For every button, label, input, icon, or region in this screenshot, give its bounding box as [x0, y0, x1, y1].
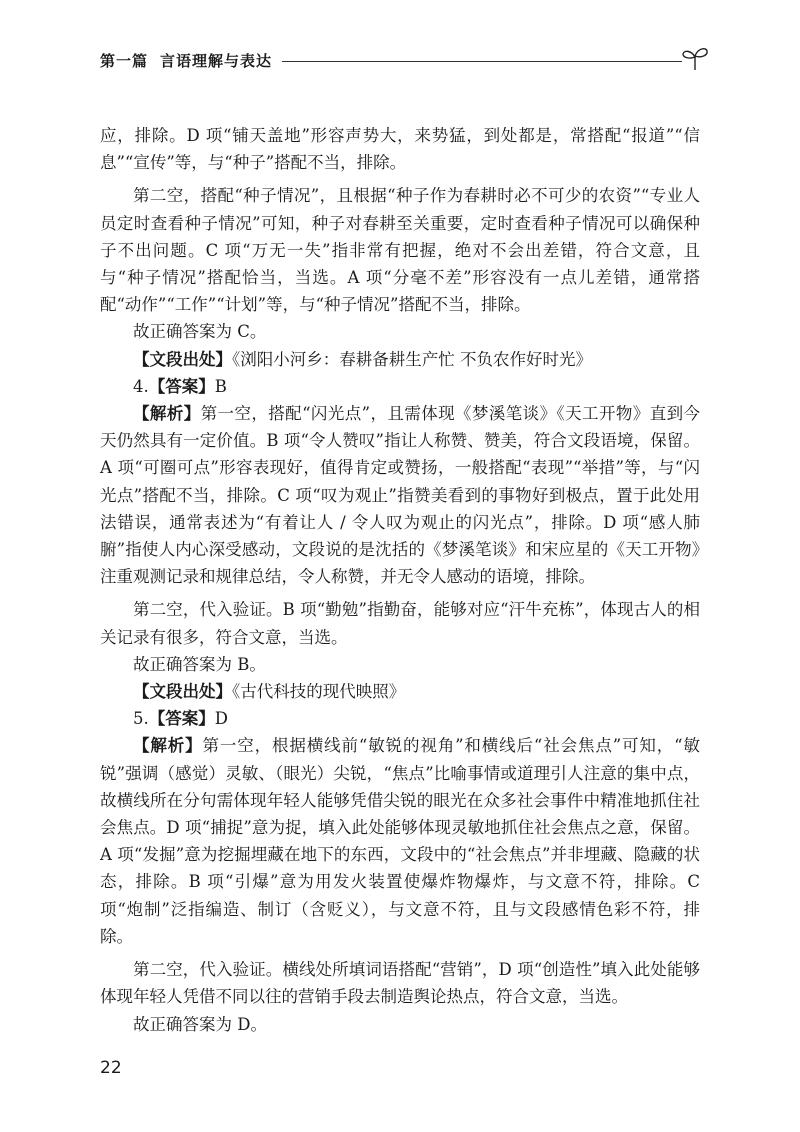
- paragraph: 第二空，代入验证。B 项“勤勉”指勤奋，能够对应“汗牛充栋”，体现古人的相关记录有很多，符合文意，当选。: [100, 600, 700, 647]
- source-line: [100, 678, 700, 705]
- header-section-title: 言语理解与表达: [160, 52, 273, 70]
- page-body: [100, 122, 700, 1038]
- source-label: 【文段出处】: [133, 682, 232, 702]
- source-line: [100, 346, 700, 373]
- paragraph: 故正确答案为 D。: [133, 1014, 267, 1034]
- source-title: 《古代科技的现代映照》: [232, 682, 406, 702]
- analysis-text: 第一空，根据横线前“敏锐的视角”和横线后“社会焦点”可知，“敏锐”强调（感觉）灵敏、（眼光）尖锐，“焦点”比喻事情或道理引人注意的集中点，故横线所在分句需体现年轻人能够凭借尖锐的眼光在众多社会事件中精准地抓住社会焦点。D 项“捕捉”意为捉，填入此处能够体现灵敏地抓住社会焦点之意，保留。A 项“发掘”意为挖掘埋藏在地下的东西，文段中的“社会焦点”并非埋藏、隐藏的状态，排除。B 项“引爆”意为用发火装置使爆炸物爆炸，与文意不符，排除。C 项“炮制”泛指编造、制订（含贬义），与文意不符，且与文段感情色彩不符，排除。: [100, 736, 700, 946]
- answer-line: [100, 373, 700, 400]
- paragraph: 故正确答案为 B。: [133, 654, 266, 674]
- page-number: 22: [100, 1058, 122, 1078]
- running-header: [100, 44, 710, 74]
- paragraph: 故正确答案为 C。: [133, 322, 267, 342]
- paragraph: 第二空，搭配“种子情况”，且根据“种子作为春耕时必不可少的农资”“专业人员定时查看种子情况”可知，种子对春耕至关重要，定时查看种子情况可以确保种子不出问题。C 项“万无一失”指非常有把握，绝对不会出差错，符合文意，且与“种子情况”搭配恰当，当选。A 项“分毫不差”形容没有一点儿差错，通常搭配“动作”“工作”“计划”等，与“种子情况”搭配不当，排除。: [100, 186, 700, 315]
- answer-value: B: [214, 376, 227, 396]
- header-rule: [282, 61, 682, 62]
- answer-label: 【答案】: [148, 376, 215, 396]
- answer-label: 【答案】: [148, 709, 215, 729]
- analysis-paragraph: [100, 732, 700, 950]
- analysis-text: 第一空，搭配“闪光点”，且需体现《梦溪笔谈》《天工开物》直到今天仍然具有一定价值。B 项“令人赞叹”指让人称赞、赞美，符合文段语境，保留。A 项“可圈可点”形容表现好，值得肯定或赞扬，一般搭配“表现”“举措”等，与“闪光点”搭配不当，排除。C 项“叹为观止”指赞美看到的事物好到极点，置于此处用法错误，通常表述为“有着让人 / 令人叹为观止的闪光点”，排除。D 项“感人肺腑”指使人内心深受感动，文段说的是沈括的《梦溪笔谈》和宋应星的《天工开物》注重观测记录和规律总结，令人称赞，并无令人感动的语境，排除。: [100, 404, 701, 587]
- question-number: 5.: [133, 709, 149, 729]
- header-part: 第一篇: [100, 52, 149, 70]
- source-label: 【文段出处】: [133, 349, 232, 369]
- sprout-icon: [680, 44, 710, 72]
- analysis-paragraph: [100, 400, 700, 590]
- answer-line: [100, 705, 700, 732]
- source-title: 《浏阳小河乡：春耕备耕生产忙 不负农作好时光》: [232, 349, 592, 369]
- analysis-label: 【解析】: [133, 404, 201, 424]
- header-title: [100, 50, 284, 71]
- analysis-label: 【解析】: [133, 736, 203, 756]
- answer-value: D: [214, 709, 228, 729]
- paragraph: 应，排除。D 项“铺天盖地”形容声势大，来势猛，到处都是，常搭配“报道”“信息”“宣传”等，与“种子”搭配不当，排除。: [100, 126, 700, 173]
- paragraph: 第二空，代入验证。横线处所填词语搭配“营销”，D 项“创造性”填入此处能够体现年轻人凭借不同以往的营销手段去制造舆论热点，符合文意，当选。: [100, 960, 700, 1007]
- question-number: 4.: [133, 376, 149, 396]
